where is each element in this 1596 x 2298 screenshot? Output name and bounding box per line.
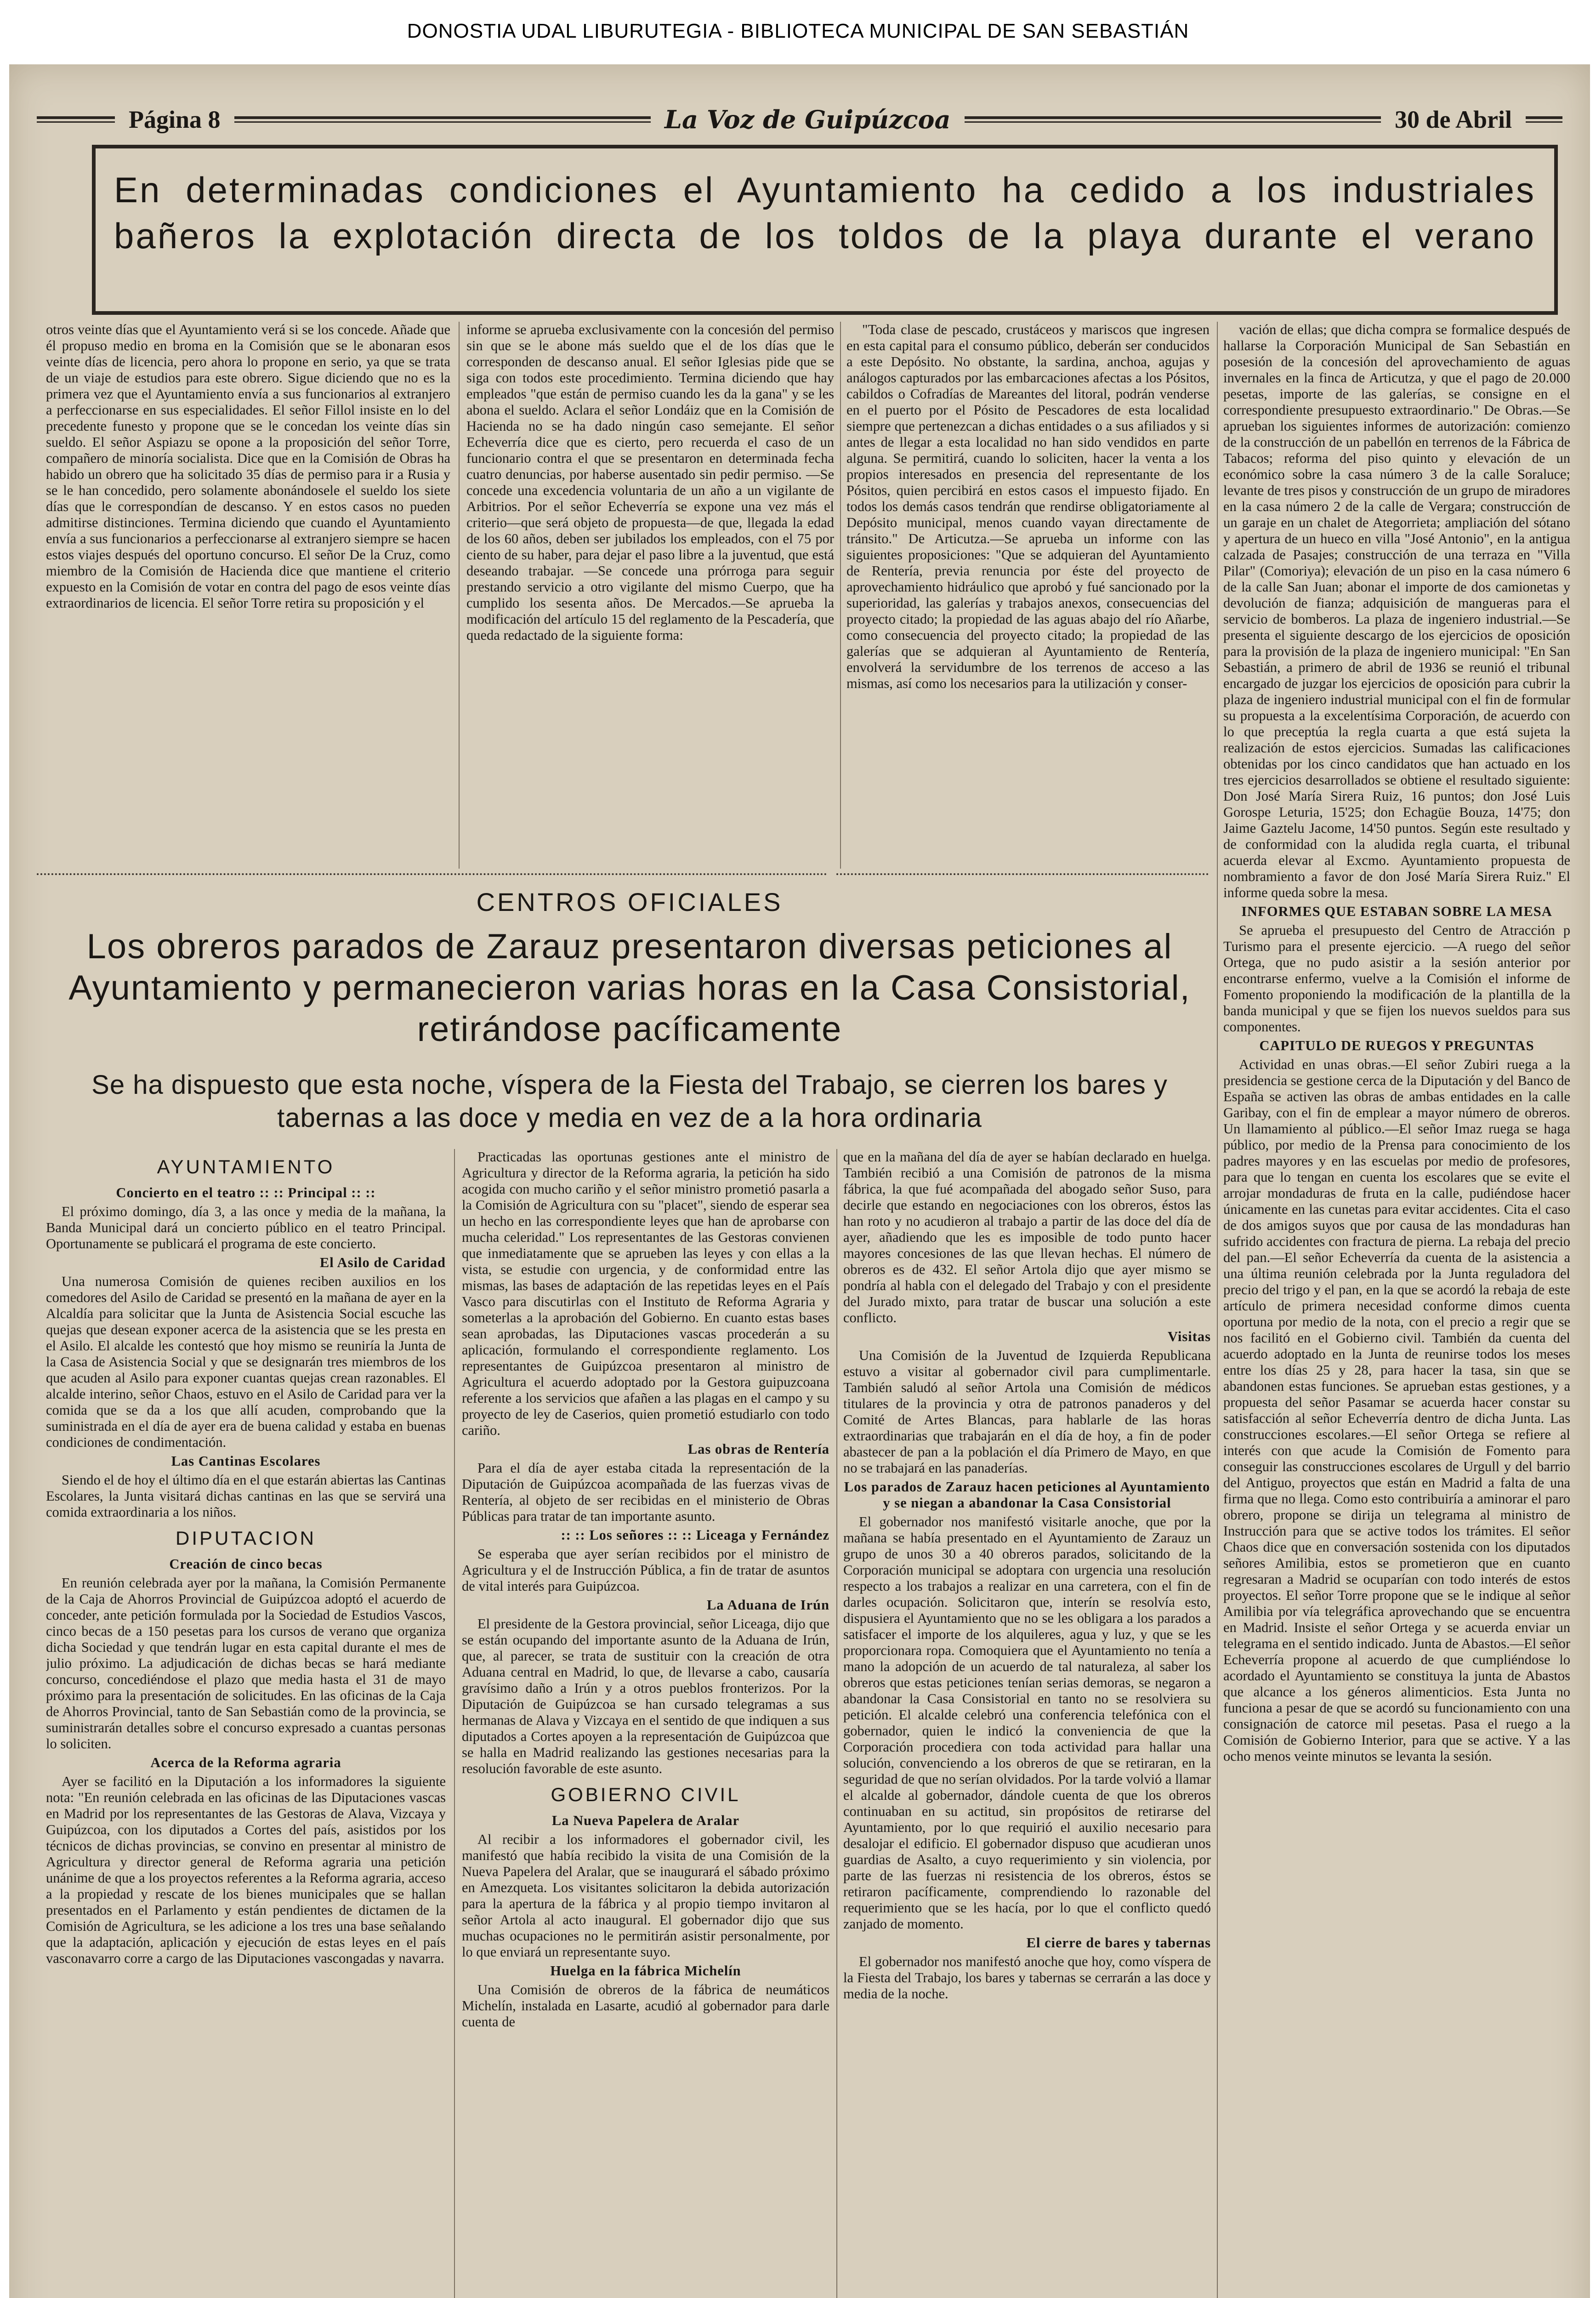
page-number: Página 8 <box>129 106 221 133</box>
centros-col-3 <box>843 1149 1211 2298</box>
centros-col-2 <box>462 1149 829 2298</box>
article-text: Al recibir a los informadores el gobernador civil, les manifestó que había recibido la visita de una Comisión de la Nueva Papelera del Aralar, que se inaugurará el sábado próximo en Amezqueta. Los visitantes solicitaron la debida autorización para la apertura de la fábrica y al propio tiempo invitaron al señor Artola al acto inaugural. El gobernador dijo que sus muchas ocupaciones no le permitirán asistir personalmente, por lo que enviará un representante suyo. <box>462 1832 829 1960</box>
subhead-liceaga: :: :: Los señores :: :: Liceaga y Fernández <box>561 1527 829 1543</box>
column-rule <box>840 322 841 869</box>
subhead-aralar: La Nueva Papelera de Aralar <box>551 1813 740 1828</box>
section-title-ayuntamiento: AYUNTAMIENTO <box>157 1156 335 1177</box>
article-text: Practicadas las oportunas gestiones ante el ministro de Agricultura y director de la Reforma agraria, la petición ha sido acogida con mucho cariño y el señor ministro prometió pasarla a la Comisión de Agricultura con su "placet", siendo de esperar sea un hecho en las correspondiente leyes que han de aprobarse con mucha celeridad." Los representantes de las Gestoras convienen que inmediatamente que se aprueben las leyes y con ellas a la vista, se estudie con urgencia, y de conformidad entre las mismas, las bases de adaptación de las repetidas leyes en el País Vasco para discutirlas con el Instituto de Reforma Agraria y someterlas a la aprobación del Gobierno. En cuanto estas bases sean aprobadas, las Diputaciones vascas procederán a su aplicación, formulando el correspondiente reglamento. Los representantes de Guipúzcoa presentaron al ministro de Agricultura el acuerdo adoptado por la Gestora guipuzcoana referente a los servicios que afañen a las plagas en el campo y su proyecto de ley de Caserios, quien prometió estudiarlo con todo cariño. <box>462 1149 829 1438</box>
subhead-irun: La Aduana de Irún <box>706 1597 829 1613</box>
right-column <box>1223 322 1570 2298</box>
masthead <box>37 101 1562 138</box>
subhead-bares: El cierre de bares y tabernas <box>1026 1935 1211 1951</box>
centros-oficiales-label: CENTROS OFICIALES <box>476 887 783 916</box>
heading-ruegos: CAPITULO DE RUEGOS Y PREGUNTAS <box>1259 1038 1534 1053</box>
article-text: Una Comisión de obreros de la fábrica de neumáticos Michelín, instalada en Lasarte, acudió al gobernador para darle cuenta de <box>462 1982 829 2030</box>
subhead-reforma: Acerca de la Reforma agraria <box>150 1755 341 1770</box>
section-divider <box>836 873 1209 875</box>
subhead-renteria: Las obras de Rentería <box>687 1441 829 1457</box>
subhead-cantinas: Las Cantinas Escolares <box>171 1453 321 1469</box>
top-headline: En determinadas condiciones el Ayuntamiento ha cedido a los industriales bañeros la explotación directa de los toldos de la playa durante el verano <box>92 145 1558 315</box>
issue-date: 30 de Abril <box>1394 106 1512 133</box>
article-text: Ayer se facilitó en la Diputación a los informadores la siguiente nota: "En reunión celebrada en las oficinas de las Diputaciones vascas en Madrid por los representantes de las Gestoras de Alava, Vizcaya y Guipúzcoa, con los diputados a Cortes del país, asistidos por los técnicos de dichas provincias, se convino en presentar al ministro de Agricultura y director general de Reforma agraria una petición unánime de que a los proyectos referentes a la Reforma agraria, acceso a la propiedad y rescate de los bienes municipales que se hallan presentados en el Parlamento y están pendientes de dictamen de la Comisión de Agricultura, se les adicione a los tres una base señalando que la adaptación, aplicación y ejecución de estas leyes en el país vasconavarro corre a cargo de las Diputaciones vascongadas y navarra. <box>46 1774 446 1966</box>
article-text: El gobernador nos manifestó anoche que hoy, como víspera de la Fiesta del Trabajo, los bares y tabernas se cerrarán a las doce y media de la noche. <box>843 1954 1211 2002</box>
column-rule <box>1217 322 1218 2298</box>
article-text: Para el día de ayer estaba citada la representación de la Diputación de Guipúzcoa acompañada de las fuerzas vivas de Rentería, al objeto de ser recibidas en el ministerio de Obras Públicas para tratar de tan importante asunto. <box>462 1460 829 1524</box>
article-text: otros veinte días que el Ayuntamiento verá si se los concede. Añade que él propuso medio en broma en la Comisión que se le abonaran esos veinte días de licencia, pero ahora lo propone en serio, ya que se trata de un viaje de estudios para este obrero. Sigue diciendo que no es la primera vez que el Ayuntamiento envía a sus funcionarios al extranjero a perfeccionarse en sus especialidades. El señor Fillol insiste en lo del precedente funesto y propone que se le concedan los veinte días sin sueldo. El señor Aspiazu se opone a la proposición del señor Torre, compañero de minoría socialista. Dice que en la Comisión de Obras ha habido un obrero que ha solicitado 35 días de permiso para ir a Rusia y se le han concedido, pero solamente abonándosele el sueldo los siete días que le correspondían de descanso. Y en estos casos no pueden admitirse distinciones. Termina diciendo que cuando el Ayuntamiento envía a sus funcionarios a perfeccionarse al extranjero siempre se hacen estos viajes después del oportuno concurso. El señor De la Cruz, como miembro de la Comisión de Hacienda dice que mantiene el criterio expuesto en la Comisión de votar en contra del pago de esos veinte días extraordinarios de licencia. El señor Torre retira su proposición y el <box>46 322 450 611</box>
column-rule <box>836 1149 837 2298</box>
main-headline: Los obreros parados de Zarauz presentaron diversas peticiones al Ayuntamiento y permanecieron varias horas en la Casa Consistorial, retirándose pacíficamente <box>68 927 1191 1049</box>
right-column-text: Actividad en unas obras.—El señor Zubiri ruega a la presidencia se gestione cerca de la Diputación y del Banco de España se activen las obras de ambas entidades en la calle Garibay, con el fin de emplear a mayor número de obreros. Un llamamiento al público.—El señor Imaz ruega se haga público, por medio de la Prensa para conocimiento de los padres mayores y en las escuelas por medio de profesores, para que lo tengan en cuenta los escolares que se evite el arrojar mondaduras de fruta en la calle, pudiéndose hacer únicamente en las cunetas para evitar accidentes. Cita el caso de dos amigos suyos que por causa de las mondaduras han sufrido accidentes con fractura de pierna. La rebaja del precio del pan.—El señor Echeverría da cuenta de la asistencia a una última reunión celebrada por la Junta reguladora del precio del trigo y el pan, en la que se acordó la rebaja de este artículo de primera necesidad conforme dimos cuenta oportuna por medio de la nota, con el precio a regir que se nos facilitó en el Gobierno civil. También da cuenta del acuerdo adoptado en la Junta de reunirse todos los meses entre los días 25 y 28, para hacer la tasa, sin que se abandonen estas funciones. Se aprueban estas gestiones, y a propuesta del señor Pasamar se acuerda hacer constar su satisfacción al señor Echeverría dentro de dicha Junta. Las construcciones escolares.—El señor Ortega se refiere al interés con que acude la Comisión de Fomento para conseguir las construcciones escolares de Urgull y del barrio del Antiguo, proyectos que están en Madrid a falta de una firma que no llega. Como esto contribuiría a aminorar el paro obrero, propone se dirija un telegrama al ministro de Instrucción para que se active todos los trámites. El señor Chaos dice que en conversación sostenida con los diputados señores Amilibia, estos se prometieron que en cuanto regresaran a Madrid se ocuparían con todo interés de estos proyectos. El señor Torre propone que se le indique al señor Amilibia por vía telegráfica aprovechando que se encuentra en Madrid. Insiste el señor Ortega y se acuerda enviar un telegrama en el sentido indicado. Junta de Abastos.—El señor Echeverría propone al acuerdo de que cumpliéndose lo acordado el Ayuntamiento se constituya la junta de Abastos que alcance a los géneros alimenticios. Esta Junta no funciona a pesar de que se acordó su funcionamiento con una consignación de catorce mil pesetas. Pasa el ruego a la Comisión de Gobierno Interior, para que se active. Y a las ocho menos veinte minutos se levanta la sesión. <box>1223 1057 1570 1764</box>
subhead-michelin: Huelga en la fábrica Michelín <box>550 1963 741 1979</box>
right-column-text: vación de ellas; que dicha compra se formalice después de hallarse la Corporación Municipal de San Sebastián en posesión de la concesión del aprovechamiento de aguas invernales en la finca de Articutza, y que el pago de 20.000 pesetas, importe de las galerías, se consigne en el correspondiente presupuesto extraordinario." De Obras.—Se aprueban los siguientes informes de autorización: comienzo de la construcción de un pabellón en terrenos de la Fábrica de Tabacos; reforma del piso quinto y elevación de un económico sobre la casa número 3 de la calle Soraluce; levante de tres pisos y construcción de un grupo de miradores en la casa número 2 de la calle de Vergara; construcción de un garaje en un chalet de Ategorrieta; ampliación del sótano y apertura de un hueco en villa "José Antonio", en la antigua calzada de Pasajes; construcción de una terraza en "Villa Pilar" (Comoriya); elevación de un piso en la casa número 6 de la calle San Juan; abonar el importe de dos camionetas y devolución de fianza; adquisición de mangueras para el servicio de bomberos. La plaza de ingeniero industrial.—Se presenta el siguiente descargo de los ejercicios de oposición para la provisión de la plaza de ingeniero municipal: "En San Sebastián, a primero de abril de 1936 se reunió el tribunal encargado de juzgar los ejercicios de oposición para cubrir la plaza de ingeniero industrial municipal con el fin de formular su propuesta a la excelentísima Corporación, de acuerdo con lo que preceptúa la regla cuarta a que está sujeta la realización de estos ejercicios. Sumadas las calificaciones obtenidas por los cinco candidatos que han actuado en los tres ejercicios desarrollados se obtiene el resultado siguiente: Don José María Sirera Ruiz, 16 puntos; don José Luis Gorospe Leturia, 15'25; don Echagüe Bouza, 14'75; don Jaime Gaztelu Jacome, 14'50 puntos. Según este resultado y de conformidad con la aludida regla cuarta, el tribunal acuerda elevar al Excmo. Ayuntamiento propuesta de nombramiento a favor de don José María Sirera Ruiz." El informe queda sobre la mesa. <box>1223 322 1570 900</box>
section-title-gobierno-civil: GOBIERNO CIVIL <box>551 1784 741 1805</box>
sub-headline: Se ha dispuesto que esta noche, víspera de la Fiesta del Trabajo, se cierren los bares y tabernas a las doce y media en vez de a la hora ordinaria <box>91 1070 1168 1133</box>
masthead-rule <box>234 116 651 123</box>
heading-informes-mesa: INFORMES QUE ESTABAN SOBRE LA MESA <box>1241 904 1552 919</box>
column-rule <box>459 322 460 869</box>
subhead-concierto: Concierto en el teatro :: :: Principal :: :: <box>116 1185 376 1200</box>
masthead-rule-left <box>37 116 115 123</box>
subhead-asilo: El Asilo de Caridad <box>319 1255 446 1270</box>
right-column-text: Se aprueba el presupuesto del Centro de Atracción p Turismo para el presente ejercicio. —A ruego del señor Ortega, que no pudo asistir a la sesión anterior por encontrarse enfermo, vuelve a la Comisión el informe de Fomento proponiendo la modificación de la plantilla de la banda municipal y que se fijen los nuevos sueldos para sus componentes. <box>1223 922 1570 1035</box>
article-text: Se esperaba que ayer serían recibidos por el ministro de Agricultura y el de Instrucción Pública, a fin de tratar de asuntos de vital interés para Guipúzcoa. <box>462 1546 829 1594</box>
column-rule <box>454 1149 455 2298</box>
archive-header: DONOSTIA UDAL LIBURUTEGIA - BIBLIOTECA MUNICIPAL DE SAN SEBASTIÁN <box>0 0 1596 62</box>
article-text: El presidente de la Gestora provincial, señor Liceaga, dijo que se están ocupando del importante asunto de la Aduana de Irún, que, al parecer, se trata de sustituir con la creación de otra Aduana central en Madrid, lo que, de llevarse a cabo, causaría gravísimo daño a Irún y a otros pueblos fronterizos. Por la Diputación de Guipúzcoa se han cursado telegramas a sus hermanas de Alava y Vizcaya en el sentido de que indiquen a sus diputados a Cortes apoyen a la representación de Guipúzcoa que se halla en Madrid realizando las gestiones necesarias para la resolución favorable de este asunto. <box>462 1616 829 1776</box>
article-text: Una Comisión de la Juventud de Izquierda Republicana estuvo a visitar al gobernador civil para cumplimentarle. También saludó al señor Artola una Comisión de médicos titulares de la provincia y otra de patronos panaderos y del Comité de Artes Blancas, para hablarle de las horas extraordinarias que trabajarán en el día de hoy, a fin de poder abastecer de pan a la población el día Primero de Mayo, en que no se trabajará en las panaderías. <box>843 1348 1211 1476</box>
newspaper-page <box>9 64 1590 2298</box>
subhead-visitas: Visitas <box>1168 1329 1211 1344</box>
section-divider <box>37 873 827 875</box>
top-article-col-1 <box>46 322 450 869</box>
subhead-zarauz: Los parados de Zarauz hacen peticiones al Ayuntamiento y se niegan a abandonar la Casa Consistorial <box>844 1479 1210 1511</box>
centros-col-1 <box>46 1149 446 2298</box>
top-article-col-2 <box>466 322 834 869</box>
top-article-col-3 <box>846 322 1210 869</box>
article-text: informe se aprueba exclusivamente con la concesión del permiso sin que se le abone más sueldo que el de los días que le corresponden de descanso anual. El señor Iglesias pide que se siga con todos este procedimiento. Termina diciendo que hay empleados "que están de permiso cuando les da la gana" y se les abona el sueldo. Aclara el señor Londáiz que en la Comisión de Hacienda no se ha dado ningún caso semejante. El señor Echeverría dice que es cierto, pero recuerda el caso de un funcionario contra el que se presentaron en determinada fecha cuatro denuncias, por haberse ausentado sin pedir permiso. —Se concede una excedencia voluntaria de un año a un vigilante de Arbitrios. Por el señor Echeverría se expone una vez más el criterio—que será objeto de propuesta—de que, llegada la edad de los 60 años, deben ser jubilados los empleados, con el 75 por ciento de su haber, para dejar el paso libre a la juventud, que está deseando trabajar. —Se concede una prórroga para seguir prestando servicio a otro vigilante del mismo Cuerpo, que ha cumplido los sesenta años. De Mercados.—Se aprueba la modificación del artículo 15 del reglamento de la Pescadería, que queda redactado de la siguiente forma: <box>466 322 834 643</box>
article-text: En reunión celebrada ayer por la mañana, la Comisión Permanente de la Caja de Ahorros Provincial de Guipúzcoa adoptó el acuerdo de conceder, ante petición formulada por la Sociedad de Estudios Vascos, cinco becas de a 150 pesetas para los cursos de verano que organiza dicha Sociedad y que tendrán lugar en esta capital durante el mes de julio próximo. La adjudicación de dichas becas se hará mediante concurso, concediéndose el plazo que media hasta el 31 de mayo próximo para la presentación de solicitudes. En las oficinas de la Caja de Ahorros Provincial, tanto de San Sebastián como de la provincia, se suministrarán detalles sobre el concurso expresado a cuantas personas lo soliciten. <box>46 1575 446 1752</box>
masthead-rule <box>965 116 1381 123</box>
article-text: "Toda clase de pescado, crustáceos y mariscos que ingresen en esta capital para el consumo público, deberán ser conducidos a este Depósito. No obstante, la sardina, anchoa, agujas y análogos capturados por las embarcaciones afectas a los Pósitos, cabildos o Cofradías de Mareantes del litoral, podrán venderse en el puerto por el Pósito de Pescadores de esta localidad siempre que pertenezcan a dichas entidades o a sus afiliados y si antes de llegar a esta localidad no han sido vendidos en parte alguna. Se permitirá, cuando lo soliciten, hacer la venta a los propios interesados en presencia del representante de los Pósitos, quien percibirá en estos casos el impuesto fijado. En todos los demás casos tendrán que rendirse obligatoriamente al Depósito municipal, menos cuando vayan directamente de tránsito." De Articutza.—Se aprueba un informe con las siguientes proposiciones: "Que se adquieran del Ayuntamiento de Rentería, previa renuncia por éste del proyecto de aprovechamiento hidráulico que aprobó y fué sancionado por la superioridad, las galerías y trabajos anexos, consecuencias del proyecto citado; la propiedad de las aguas abajo del río Añarbe, como consecuencia del proyecto citado; la propiedad de las galerías que se adquieran al Ayuntamiento de Rentería, envolverá la servidumbre de los terrenos de acceso a las mismas, así como los necesarios para la utilización y conser- <box>846 322 1210 691</box>
article-text: que en la mañana del día de ayer se habían declarado en huelga. También recibió a una Comisión de patronos de la misma fábrica, la que fué acompañada del abogado señor Suso, para decirle que estando en negociaciones con los obreros, éstos las han roto y no acudieron al trabajo a partir de las doce del día de ayer, añadiendo que les es imposible de todo punto hacer mayores concesiones de las que llevan hechas. El número de obreros es de 432. El señor Artola dijo que ayer mismo se pondría al habla con el delegado del Trabajo y con el presidente del Jurado mixto, para tratar de buscar una solución a este conflicto. <box>843 1149 1211 1325</box>
article-text: El gobernador nos manifestó visitarle anoche, que por la mañana se había presentado en el Ayuntamiento de Zarauz un grupo de unos 30 a 40 obreros parados, solicitando de la Corporación municipal se adoptara con urgencia una resolución respecto a los trabajos a realizar en una carretera, con el fin de darles ocupación. Solicitaron que, interín se resolvía esto, dispusiera el Ayuntamiento que no se les obligara a los parados a satisfacer el importe de los alquileres, agua y luz, y que se les proporcionara ropa. Comoquiera que el Ayuntamiento no tenía a mano la adopción de un acuerdo de tal naturaleza, al saber los obreros que estas peticiones tenían serias demoras, se negaron a abandonar la Casa Consistorial en tanto no se resolviera su petición. El alcalde celebró una conferencia telefónica con el gobernador, quien le indicó la conveniencia de que la Corporación procediera con toda actividad para hallar una solución, convenciendo a los obreros de que se retiraran, en la seguridad de que no serían olvidados. Por la tarde volvió a llamar el alcalde al gobernador, dándole cuenta de que los obreros continuaban en su actitud, sin propósitos de retirarse del Ayuntamiento, por lo que requirió el auxilio necesario para desalojar el edificio. El gobernador dispuso que acudieran unos guardias de Asalto, a cuyo requerimiento y sin violencia, por parte de las fuerzas ni resistencia de los obreros, éstos se retiraron pacíficamente, comprendiendo lo razonable del requerimiento que se les hacía, por lo que el conflicto quedó zanjado de momento. <box>843 1514 1211 1932</box>
section-title-diputacion: DIPUTACION <box>176 1527 316 1549</box>
newspaper-title: La Voz de Guipúzcoa <box>664 105 951 134</box>
article-text: El próximo domingo, día 3, a las once y media de la mañana, la Banda Municipal dará un concierto público en el teatro Principal. Oportunamente se publicará el programa de este concierto. <box>46 1204 446 1251</box>
masthead-rule-right <box>1526 116 1562 123</box>
subhead-becas: Creación de cinco becas <box>169 1556 323 1572</box>
article-text: Siendo el de hoy el último día en el que estarán abiertas las Cantinas Escolares, la Junta visitará dichas cantinas en las que se servirá una comida extraordinaria a los niños. <box>46 1472 446 1520</box>
article-text: Una numerosa Comisión de quienes reciben auxilios en los comedores del Asilo de Caridad se presentó en la mañana de ayer en la Alcaldía para solicitar que la Junta de Asistencia Social escuche las quejas que desean exponer acerca de la asistencia que se les presta en el Asilo. El alcalde les contestó que hoy mismo se reuniría la Junta de la Casa de Asistencia Social y que se designarán tres miembros de los que acuden al Asilo para exponer cuantas quejas crean razonables. El alcalde interino, señor Chaos, estuvo en el Asilo de Caridad para ver la comida que se da a los que allí acuden, comprobando que la suministrada en el día de ayer era de buena calidad y estaba en buenas condiciones de condimentación. <box>46 1274 446 1450</box>
